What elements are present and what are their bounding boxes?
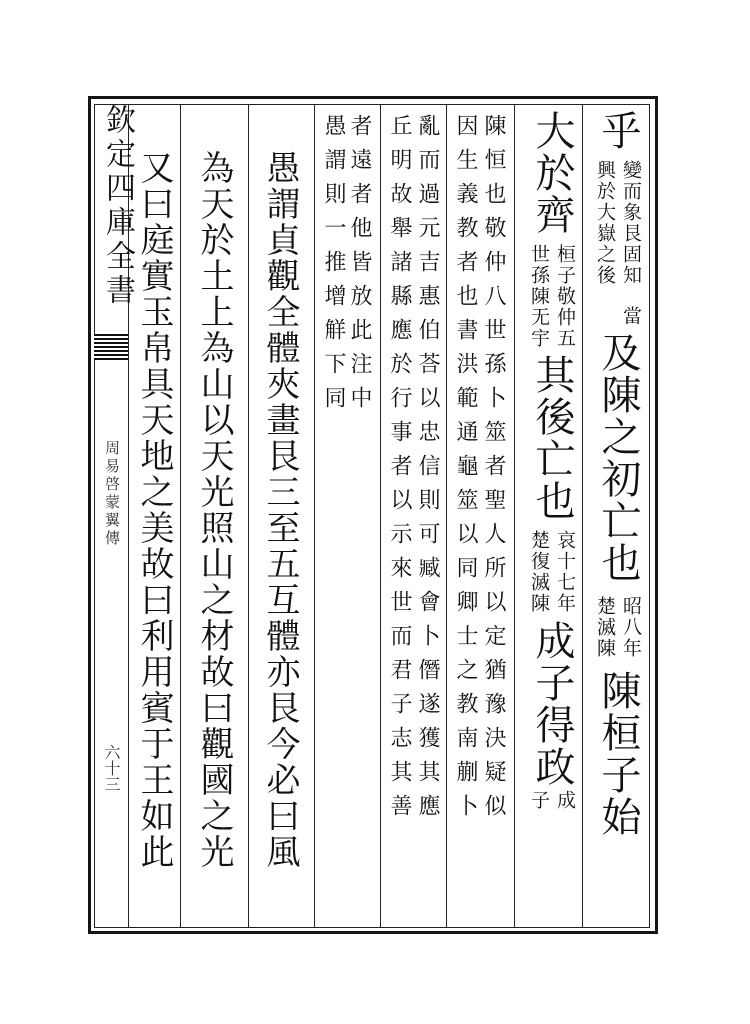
document-page — [88, 96, 658, 934]
column-rule — [314, 104, 315, 928]
text-column-3 — [450, 114, 512, 924]
note-right: 陳恒也敬仲八世孫卜筮者聖人所以定猶豫決疑似 — [481, 114, 506, 828]
note-right: 變而象艮固知 — [620, 160, 642, 286]
note-right: 成 — [554, 790, 576, 811]
column-rule — [380, 104, 381, 928]
folio-number: 六十三 — [102, 744, 121, 792]
main-text: 及陳之初亡也 — [595, 332, 641, 584]
note-right: 亂而過元吉惠伯荅以忠信則可臧會卜僭遂獲其應 — [415, 114, 440, 828]
note-left: 興於大嶽之後 — [594, 160, 616, 286]
note-right: 者遠者他皆放此注中 — [347, 114, 372, 420]
text-column-4 — [384, 114, 446, 924]
column-rule — [446, 104, 447, 928]
text-column-2 — [518, 110, 580, 930]
note-right: 桓子敬仲五 — [554, 244, 576, 349]
note-left: 因生義教者也書洪範通龜筮以同卿士之教南蒯卜 — [453, 114, 478, 828]
main-text: 為天於土上為山以天光照山之材故曰觀國之光 — [194, 150, 234, 870]
main-text: 其後亡也 — [529, 354, 575, 522]
text-column-7 — [184, 150, 246, 930]
fishtail-ornament — [94, 334, 128, 360]
note-left: 丘明故舉諸縣應於行事者以示來世而君子志其善 — [387, 114, 412, 828]
note-left: 世孫陳无宇 — [528, 244, 550, 349]
main-text: 愚謂貞觀全體夾畫艮三至五互體亦艮今必曰風 — [260, 150, 300, 870]
note-right: 哀十七年 — [554, 530, 576, 614]
text-column-6 — [250, 150, 312, 930]
note-cont: 當 — [620, 306, 642, 327]
margin-strip — [94, 104, 135, 928]
collection-title: 欽定四庫全書 — [100, 104, 135, 308]
main-text: 乎 — [595, 110, 641, 152]
column-rule — [514, 104, 515, 928]
note-left: 楚復滅陳 — [528, 530, 550, 614]
column-rule — [180, 104, 181, 928]
text-column-8 — [130, 150, 178, 930]
text-column-1 — [588, 110, 646, 930]
main-text: 陳桓子始 — [595, 670, 641, 838]
note-left: 楚滅陳 — [594, 596, 616, 659]
column-rule — [248, 104, 249, 928]
main-text: 成子得政 — [529, 620, 575, 788]
book-title: 周易啓蒙翼傳 — [103, 440, 121, 548]
text-column-5 — [318, 114, 378, 514]
note-left: 愚謂則一推增觧下同 — [321, 114, 346, 420]
note-right: 昭八年 — [620, 596, 642, 659]
column-rule — [582, 104, 583, 928]
note-left: 子 — [528, 790, 550, 811]
main-text: 大於齊 — [529, 110, 575, 236]
main-text: 又曰庭實玉帛具天地之美故曰利用賓于王如此 — [134, 150, 174, 870]
